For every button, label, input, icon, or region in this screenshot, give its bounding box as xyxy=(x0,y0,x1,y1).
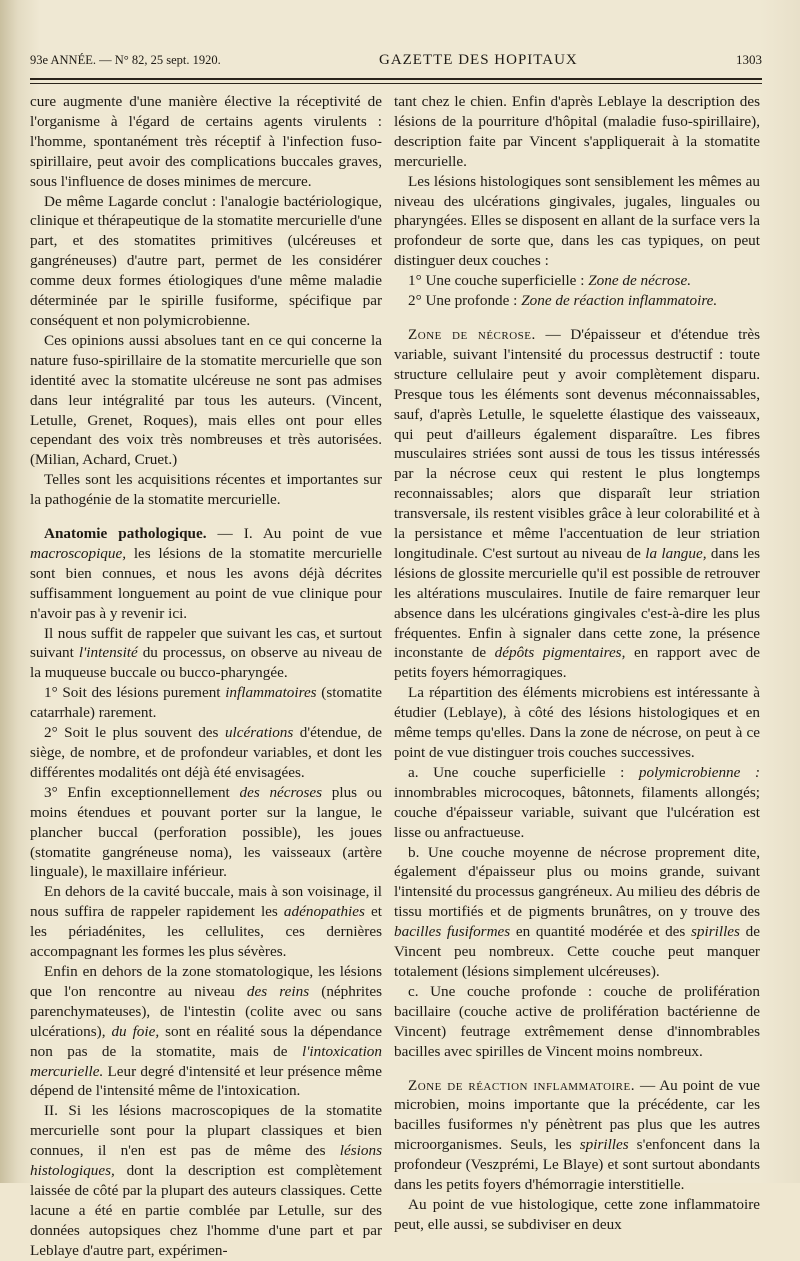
list-item: a. Une couche superficielle : polymicrobienne : innombrables microcoques, bâtonnets, filaments allongés; couche d'épaisseur variable, suivant que l'ulcération est lisse ou anfractueuse. xyxy=(394,763,760,841)
section-heading: Zone de nécrose. xyxy=(408,325,536,343)
section-heading: Anatomie pathologique. xyxy=(44,525,207,543)
page-number: 1303 xyxy=(736,52,762,67)
paragraph: Ces opinions aussi absolues tant en ce qui concerne la nature fuso-spirillaire de la stomatite mercurielle que son identité avec la stomatite ulcéreuse ne sont pas admises dans leur intégralité par tous les auteurs. (Vincent, Letulle, Grenet, Roques), mais elles ont pour elles cependant des voix très nombreuses et très autorisées. (Milian, Achard, Cruet.) xyxy=(30,331,382,469)
page-header xyxy=(30,52,762,74)
paragraph: De même Lagarde conclut : l'analogie bactériologique, clinique et thérapeutique de la stomatite mercurielle d'une part, et des stomatites primitives (ulcéreuses et gangréneuses) d'autre part, permet de les considérer comme deux formes étiologiques d'une même maladie déterminée par le spirille fusiforme, spécifique par conséquent et non polymicrobienne. xyxy=(30,192,382,329)
paragraph: En dehors de la cavité buccale, mais à son voisinage, il nous suffira de rappeler rapidement les adénopathies et les périadénites, les cellulites, ces dernières accompagnant les formes les plus sévères. xyxy=(30,883,382,961)
issue-info: 93e ANNÉE. — N° 82, 25 sept. 1920. xyxy=(30,53,221,67)
section-heading: Zone de réaction inflammatoire. xyxy=(408,1076,636,1094)
list-item: 1° Une couche superficielle : Zone de nécrose. xyxy=(408,272,692,290)
header-rule-thick xyxy=(30,78,762,80)
paragraph: Il nous suffit de rappeler que suivant les cas, et surtout suivant l'intensité du processus, on observe au niveau de la muqueuse buccale ou bucco-pharyngée. xyxy=(30,624,383,682)
left-column xyxy=(30,92,382,1261)
list-item: 1° Soit des lésions purement inflammatoires (stomatite catarrhale) rarement. xyxy=(30,684,382,722)
paragraph: La répartition des éléments microbiens est intéressante à étudier (Leblaye), à côté des lésions histologiques et en même temps qu'elles. Dans la zone de nécrose, on peut à ce point de vue distinguer trois couches successives. xyxy=(394,684,760,761)
section-anatomie: Anatomie pathologique. — I. Au point de vue macroscopique, les lésions de la stomatite mercurielle sont bien connues, et nous les avons déjà décrites suffisamment longuement au point de vue clinique pour n'avoir pas à y revenir ici. xyxy=(30,525,383,622)
section-zone-necrose: Zone de nécrose. — D'épaisseur et d'étendue très variable, suivant l'intensité du processus destructif : toute structure cellulaire peut y avoir complètement disparu. Presque tous les éléments sont devenus méconnaissables, sauf, d'après Letulle, le squelette élastique des vaisseaux, qui peut d'ailleurs également disparaître. Les fibres musculaires striées sont aussi de tous les tissus intéressés par la nécrose ceux qui restent le plus longtemps reconnaissables; alors que disparaît leur striation transversale, ils restent visibles grâce à leur colorabilité et à la persistance et même l'accentuation de leur striation longitudinale. C'est surtout au niveau de la langue, dans les lésions de glossite mercurielle qu'il est possible de retrouver les altérations musculaires. Inutile de faire remarquer leur absence dans les ulcérations gingivales c'est-à-dire les plus fréquentes. Enfin à signaler dans cette zone, la présence inconstante de dépôts pigmentaires, en rapport avec de petits foyers hémorragiques. xyxy=(394,325,761,682)
list-item: b. Une couche moyenne de nécrose proprement dite, également d'épaisseur plus ou moins grande, suivant l'intensité du processus gangréneux. Au milieu des débris de tissu mortifiés et de pigments brunâtres, on y trouve des bacilles fusiformes en quantité modérée et des spirilles de Vincent peu nombreux. Cette couche peut manquer totalement (lésions simplement ulcéreuses). xyxy=(394,843,760,980)
paragraph: tant chez le chien. Enfin d'après Leblaye la description des lésions de la pourriture d'hôpital (maladie fuso-spirillaire), description faite par Vincent s'appliquerait à la stomatite mercurielle. xyxy=(394,93,760,170)
paragraph: Enfin en dehors de la zone stomatologique, les lésions que l'on rencontre au niveau des reins (néphrites parenchymateuses), de l'intestin (colite avec ou sans ulcérations), du foie, sont en réalité sous la dépendance non pas de la stomatite, mais de l'intoxication mercurielle. Leur degré d'intensité et leur présence même dépend de l'intensité même de l'intoxication. xyxy=(30,962,382,1100)
paragraph: II. Si les lésions macroscopiques de la stomatite mercurielle sont pour la plupart classiques et bien connues, il n'en est pas de même des lésions histologiques, dont la description est complètement laissée de côté par la plupart des auteurs classiques. Cette lacune a été en partie comblée par Letulle, sur des données autopsiques chez l'homme d'une part et par Leblaye d'autre part, expérimen- xyxy=(30,1102,382,1259)
list-item: 2° Une profonde : Zone de réaction inflammatoire. xyxy=(408,292,718,310)
paragraph: Au point de vue histologique, cette zone inflammatoire peut, elle aussi, se subdiviser en deux xyxy=(394,1195,760,1233)
section-zone-reaction: Zone de réaction inflammatoire. — Au point de vue microbien, moins importante que la précédente, car les bacilles fusiformes n'y pénètrent pas plus que les autres microorganismes. Seuls, les spirilles s'enfoncent dans la profondeur (Veszprémi, Le Blaye) et sont surtout abondants dans les petits foyers d'hémorragie interstitielle. xyxy=(394,1076,761,1194)
right-column xyxy=(394,92,760,1235)
paragraph: cure augmente d'une manière élective la réceptivité de l'organisme à l'égard de certains agents virulents : l'homme, spontanément très réceptif à l'infection fuso-spirillaire, peut avoir des complications buccales graves, sous l'influence de doses minimes de mercure. xyxy=(30,93,382,190)
paragraph: Telles sont les acquisitions récentes et importantes sur la pathogénie de la stomatite mercurielle. xyxy=(30,471,382,509)
paragraph: Les lésions histologiques sont sensiblement les mêmes au niveau des ulcérations gingivales, jugales, linguales ou pharyngées. Elles se disposent en allant de la surface vers la profondeur de sorte que, dans les cas typiques, on peut distinguer deux couches : xyxy=(394,172,760,270)
list-item: 3° Enfin exceptionnellement des nécroses plus ou moins étendues et pouvant porter sur la langue, le plancher buccal (perforation possible), les joues (stomatite gangréneuse noma), les vaisseaux (artère linguale), le maxillaire inférieur. xyxy=(30,783,382,881)
list-item: 2° Soit le plus souvent des ulcérations d'étendue, de siège, de nombre, et de profondeur variables, et dont les différentes modalités ont déjà été envisagées. xyxy=(30,724,382,781)
list-item: c. Une couche profonde : couche de prolifération bacillaire (couche active de prolifération bactérienne de Vincent) feutrage extrêmement dense d'innombrables bacilles avec spirilles de Vincent moins nombreux. xyxy=(394,982,760,1060)
journal-title: GAZETTE DES HOPITAUX xyxy=(378,52,578,68)
header-rule-thin xyxy=(30,83,762,84)
